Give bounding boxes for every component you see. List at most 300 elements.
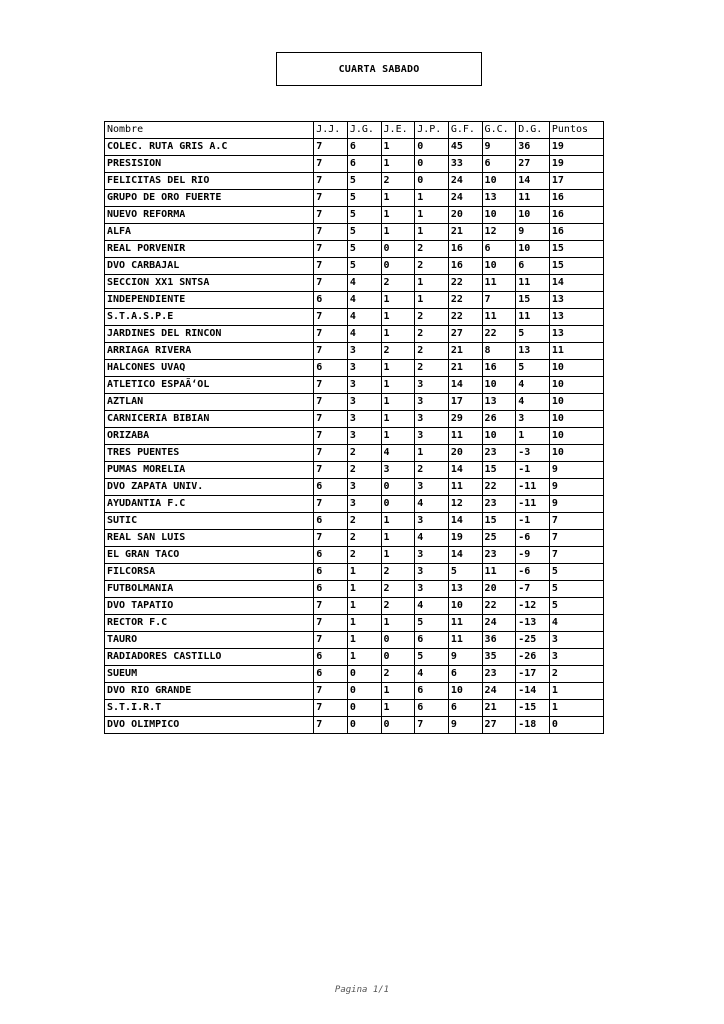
stat-cell: 5 xyxy=(347,190,381,207)
stat-cell: 10 xyxy=(549,411,603,428)
stat-cell: 7 xyxy=(549,530,603,547)
table-row xyxy=(105,445,604,462)
stat-cell: 16 xyxy=(448,241,482,258)
stat-cell: 10 xyxy=(549,377,603,394)
stat-cell: 13 xyxy=(482,394,516,411)
stat-cell: 9 xyxy=(448,717,482,734)
table-row xyxy=(105,598,604,615)
standings-table xyxy=(104,121,604,734)
stat-cell: 1 xyxy=(381,309,415,326)
stat-cell: 1 xyxy=(381,615,415,632)
stat-cell: 7 xyxy=(314,411,348,428)
stat-cell: 10 xyxy=(482,173,516,190)
table-row xyxy=(105,241,604,258)
stat-cell: 2 xyxy=(381,666,415,683)
stat-cell: 10 xyxy=(516,207,550,224)
table-row xyxy=(105,530,604,547)
team-name-cell: PUMAS MORELIA xyxy=(105,462,314,479)
stat-cell: 7 xyxy=(314,615,348,632)
stat-cell: 22 xyxy=(448,309,482,326)
stat-cell: 4 xyxy=(415,530,449,547)
stat-cell: 22 xyxy=(448,275,482,292)
stat-cell: 1 xyxy=(347,615,381,632)
stat-cell: 1 xyxy=(347,632,381,649)
stat-cell: 27 xyxy=(516,156,550,173)
stat-cell: 24 xyxy=(448,173,482,190)
stat-cell: 3 xyxy=(415,547,449,564)
stat-cell: 16 xyxy=(482,360,516,377)
stat-cell: 5 xyxy=(516,360,550,377)
stat-cell: 2 xyxy=(347,513,381,530)
stat-cell: 1 xyxy=(381,530,415,547)
stat-cell: 7 xyxy=(314,139,348,156)
stat-cell: 3 xyxy=(347,343,381,360)
stat-cell: -1 xyxy=(516,462,550,479)
team-name-cell: SUEUM xyxy=(105,666,314,683)
team-name-cell: DVO RIO GRANDE xyxy=(105,683,314,700)
stat-cell: 2 xyxy=(347,547,381,564)
stat-cell: 20 xyxy=(448,445,482,462)
stat-cell: 6 xyxy=(314,360,348,377)
stat-cell: 7 xyxy=(314,445,348,462)
stat-cell: 23 xyxy=(482,666,516,683)
stat-cell: 15 xyxy=(549,258,603,275)
stat-cell: 6 xyxy=(448,666,482,683)
stat-cell: 6 xyxy=(415,700,449,717)
stat-cell: 1 xyxy=(381,683,415,700)
table-row xyxy=(105,190,604,207)
team-name-cell: INDEPENDIENTE xyxy=(105,292,314,309)
team-name-cell: SECCION XX1 SNTSA xyxy=(105,275,314,292)
stat-cell: 6 xyxy=(314,547,348,564)
team-name-cell: AYUDANTIA F.C xyxy=(105,496,314,513)
stat-cell: 5 xyxy=(347,241,381,258)
stat-cell: 3 xyxy=(415,564,449,581)
stat-cell: 3 xyxy=(347,411,381,428)
stat-cell: 7 xyxy=(314,462,348,479)
stat-cell: 6 xyxy=(448,700,482,717)
stat-cell: 1 xyxy=(381,547,415,564)
stat-cell: 21 xyxy=(448,343,482,360)
stat-cell: 13 xyxy=(549,309,603,326)
team-name-cell: TAURO xyxy=(105,632,314,649)
team-name-cell: PRESISION xyxy=(105,156,314,173)
page-number: Pagina 1/1 xyxy=(334,985,390,995)
stat-cell: 24 xyxy=(448,190,482,207)
table-row xyxy=(105,649,604,666)
stat-cell: 1 xyxy=(347,598,381,615)
stat-cell: 7 xyxy=(314,496,348,513)
stat-cell: 1 xyxy=(381,428,415,445)
stat-cell: 24 xyxy=(482,615,516,632)
stat-cell: 7 xyxy=(314,632,348,649)
stat-cell: 3 xyxy=(347,377,381,394)
stat-cell: 22 xyxy=(482,479,516,496)
table-row xyxy=(105,462,604,479)
stat-cell: -1 xyxy=(516,513,550,530)
stat-cell: 3 xyxy=(415,581,449,598)
stat-cell: 16 xyxy=(448,258,482,275)
stat-cell: 8 xyxy=(482,343,516,360)
stat-cell: 19 xyxy=(549,139,603,156)
stat-cell: 1 xyxy=(415,445,449,462)
stat-cell: 2 xyxy=(549,666,603,683)
stat-cell: 7 xyxy=(314,224,348,241)
stat-cell: 7 xyxy=(314,207,348,224)
stat-cell: 0 xyxy=(381,496,415,513)
stat-cell: 3 xyxy=(347,360,381,377)
stat-cell: 10 xyxy=(448,683,482,700)
stat-cell: 13 xyxy=(549,326,603,343)
stat-cell: 45 xyxy=(448,139,482,156)
stat-cell: 6 xyxy=(314,666,348,683)
stat-cell: 24 xyxy=(482,683,516,700)
stat-cell: 6 xyxy=(314,564,348,581)
stat-cell: 7 xyxy=(314,343,348,360)
stat-cell: 11 xyxy=(482,309,516,326)
table-row xyxy=(105,700,604,717)
stat-cell: -13 xyxy=(516,615,550,632)
stat-cell: 5 xyxy=(347,224,381,241)
stat-cell: 7 xyxy=(415,717,449,734)
page-title xyxy=(276,52,482,86)
team-name-cell: TRES PUENTES xyxy=(105,445,314,462)
stat-cell: 5 xyxy=(415,649,449,666)
table-row xyxy=(105,139,604,156)
team-name-cell: CARNICERIA BIBIAN xyxy=(105,411,314,428)
table-row xyxy=(105,275,604,292)
stat-cell: 1 xyxy=(381,326,415,343)
stat-cell: 5 xyxy=(347,258,381,275)
stat-cell: 19 xyxy=(448,530,482,547)
stat-cell: 2 xyxy=(415,258,449,275)
column-header: G.F. xyxy=(448,122,482,139)
stat-cell: 6 xyxy=(314,649,348,666)
column-header: J.P. xyxy=(415,122,449,139)
stat-cell: 0 xyxy=(347,666,381,683)
stat-cell: 5 xyxy=(347,207,381,224)
stat-cell: 2 xyxy=(415,241,449,258)
stat-cell: 7 xyxy=(549,513,603,530)
stat-cell: 6 xyxy=(314,479,348,496)
team-name-cell: RADIADORES CASTILLO xyxy=(105,649,314,666)
stat-cell: 13 xyxy=(516,343,550,360)
stat-cell: 2 xyxy=(415,462,449,479)
table-row xyxy=(105,224,604,241)
stat-cell: 9 xyxy=(549,479,603,496)
stat-cell: 3 xyxy=(347,394,381,411)
stat-cell: 7 xyxy=(314,428,348,445)
stat-cell: 5 xyxy=(549,598,603,615)
stat-cell: 0 xyxy=(381,258,415,275)
stat-cell: 27 xyxy=(448,326,482,343)
stat-cell: 2 xyxy=(347,462,381,479)
stat-cell: 6 xyxy=(415,683,449,700)
table-row xyxy=(105,564,604,581)
team-name-cell: ALFA xyxy=(105,224,314,241)
stat-cell: 6 xyxy=(415,632,449,649)
stat-cell: 11 xyxy=(549,343,603,360)
stat-cell: 7 xyxy=(314,275,348,292)
stat-cell: 15 xyxy=(482,462,516,479)
stat-cell: 11 xyxy=(482,564,516,581)
stat-cell: 6 xyxy=(314,513,348,530)
stat-cell: 11 xyxy=(448,632,482,649)
stat-cell: 0 xyxy=(381,649,415,666)
stat-cell: 11 xyxy=(482,275,516,292)
table-row xyxy=(105,666,604,683)
stat-cell: 3 xyxy=(516,411,550,428)
stat-cell: 7 xyxy=(314,258,348,275)
stat-cell: 1 xyxy=(381,207,415,224)
stat-cell: 1 xyxy=(415,224,449,241)
team-name-cell: ORIZABA xyxy=(105,428,314,445)
stat-cell: 7 xyxy=(314,530,348,547)
stat-cell: 20 xyxy=(448,207,482,224)
team-name-cell: EL GRAN TACO xyxy=(105,547,314,564)
stat-cell: 0 xyxy=(415,139,449,156)
stat-cell: 15 xyxy=(549,241,603,258)
stat-cell: 7 xyxy=(314,156,348,173)
stat-cell: 7 xyxy=(314,598,348,615)
stat-cell: 4 xyxy=(347,292,381,309)
stat-cell: -26 xyxy=(516,649,550,666)
stat-cell: 12 xyxy=(482,224,516,241)
stat-cell: 2 xyxy=(415,343,449,360)
stat-cell: 7 xyxy=(314,190,348,207)
table-header-row xyxy=(105,122,604,139)
stat-cell: 1 xyxy=(381,700,415,717)
table-row xyxy=(105,360,604,377)
stat-cell: 1 xyxy=(549,683,603,700)
stat-cell: 1 xyxy=(415,292,449,309)
stat-cell: 9 xyxy=(482,139,516,156)
stat-cell: 3 xyxy=(347,479,381,496)
team-name-cell: S.T.I.R.T xyxy=(105,700,314,717)
team-name-cell: COLEC. RUTA GRIS A.C xyxy=(105,139,314,156)
team-name-cell: JARDINES DEL RINCON xyxy=(105,326,314,343)
stat-cell: 3 xyxy=(381,462,415,479)
stat-cell: 7 xyxy=(549,547,603,564)
column-header: Puntos xyxy=(549,122,603,139)
stat-cell: 14 xyxy=(448,513,482,530)
stat-cell: 16 xyxy=(549,224,603,241)
stat-cell: 7 xyxy=(482,292,516,309)
stat-cell: 7 xyxy=(314,683,348,700)
team-name-cell: ATLETICO ESPAÃ‘OL xyxy=(105,377,314,394)
stat-cell: 13 xyxy=(482,190,516,207)
stat-cell: 10 xyxy=(482,207,516,224)
stat-cell: 1 xyxy=(381,513,415,530)
team-name-cell: DVO ZAPATA UNIV. xyxy=(105,479,314,496)
stat-cell: 22 xyxy=(482,598,516,615)
stat-cell: 1 xyxy=(381,292,415,309)
stat-cell: 27 xyxy=(482,717,516,734)
stat-cell: 1 xyxy=(381,411,415,428)
stat-cell: 4 xyxy=(516,377,550,394)
table-row xyxy=(105,377,604,394)
stat-cell: 1 xyxy=(549,700,603,717)
table-row xyxy=(105,156,604,173)
page-footer xyxy=(0,985,724,995)
stat-cell: 7 xyxy=(314,173,348,190)
stat-cell: 11 xyxy=(448,428,482,445)
stat-cell: 1 xyxy=(381,394,415,411)
table-row xyxy=(105,513,604,530)
column-header: G.C. xyxy=(482,122,516,139)
stat-cell: 2 xyxy=(381,173,415,190)
stat-cell: -12 xyxy=(516,598,550,615)
stat-cell: -6 xyxy=(516,564,550,581)
stat-cell: 3 xyxy=(549,632,603,649)
column-header: J.J. xyxy=(314,122,348,139)
stat-cell: 10 xyxy=(549,360,603,377)
stat-cell: 21 xyxy=(482,700,516,717)
team-name-cell: NUEVO REFORMA xyxy=(105,207,314,224)
stat-cell: 11 xyxy=(448,615,482,632)
stat-cell: 2 xyxy=(347,530,381,547)
stat-cell: 11 xyxy=(516,309,550,326)
stat-cell: 19 xyxy=(549,156,603,173)
stat-cell: 10 xyxy=(482,258,516,275)
stat-cell: -25 xyxy=(516,632,550,649)
stat-cell: 14 xyxy=(516,173,550,190)
stat-cell: 9 xyxy=(516,224,550,241)
column-header: J.G. xyxy=(347,122,381,139)
stat-cell: 4 xyxy=(516,394,550,411)
stat-cell: 15 xyxy=(516,292,550,309)
stat-cell: 2 xyxy=(415,309,449,326)
table-row xyxy=(105,547,604,564)
team-name-cell: REAL SAN LUIS xyxy=(105,530,314,547)
stat-cell: 2 xyxy=(381,564,415,581)
stat-cell: 10 xyxy=(482,377,516,394)
table-row xyxy=(105,343,604,360)
stat-cell: 3 xyxy=(415,377,449,394)
stat-cell: 4 xyxy=(415,496,449,513)
team-name-cell: SUTIC xyxy=(105,513,314,530)
stat-cell: 29 xyxy=(448,411,482,428)
stat-cell: 35 xyxy=(482,649,516,666)
stat-cell: 2 xyxy=(415,360,449,377)
stat-cell: -15 xyxy=(516,700,550,717)
stat-cell: 6 xyxy=(482,241,516,258)
team-name-cell: S.T.A.S.P.E xyxy=(105,309,314,326)
stat-cell: 0 xyxy=(415,156,449,173)
stat-cell: 6 xyxy=(314,581,348,598)
stat-cell: 10 xyxy=(549,428,603,445)
stat-cell: 0 xyxy=(347,717,381,734)
stat-cell: 12 xyxy=(448,496,482,513)
stat-cell: 4 xyxy=(381,445,415,462)
stat-cell: 0 xyxy=(381,632,415,649)
stat-cell: 6 xyxy=(482,156,516,173)
stat-cell: 3 xyxy=(415,428,449,445)
stat-cell: 2 xyxy=(381,581,415,598)
stat-cell: 33 xyxy=(448,156,482,173)
stat-cell: 11 xyxy=(516,275,550,292)
stat-cell: 22 xyxy=(482,326,516,343)
stat-cell: 9 xyxy=(549,462,603,479)
stat-cell: 14 xyxy=(549,275,603,292)
stat-cell: 1 xyxy=(381,190,415,207)
stat-cell: 3 xyxy=(549,649,603,666)
table-row xyxy=(105,428,604,445)
team-name-cell: ARRIAGA RIVERA xyxy=(105,343,314,360)
stat-cell: 6 xyxy=(516,258,550,275)
stat-cell: 4 xyxy=(347,326,381,343)
stat-cell: 1 xyxy=(381,377,415,394)
stat-cell: 1 xyxy=(347,564,381,581)
table-row xyxy=(105,411,604,428)
stat-cell: 3 xyxy=(415,411,449,428)
table-row xyxy=(105,394,604,411)
stat-cell: 1 xyxy=(516,428,550,445)
stat-cell: 1 xyxy=(415,275,449,292)
table-row xyxy=(105,292,604,309)
stat-cell: 23 xyxy=(482,547,516,564)
stat-cell: 3 xyxy=(347,428,381,445)
stat-cell: -9 xyxy=(516,547,550,564)
table-row xyxy=(105,258,604,275)
table-row xyxy=(105,632,604,649)
stat-cell: 10 xyxy=(516,241,550,258)
stat-cell: 3 xyxy=(415,479,449,496)
stat-cell: -11 xyxy=(516,479,550,496)
table-row xyxy=(105,326,604,343)
stat-cell: 11 xyxy=(516,190,550,207)
stat-cell: 9 xyxy=(549,496,603,513)
stat-cell: 6 xyxy=(314,292,348,309)
stat-cell: 5 xyxy=(549,564,603,581)
stat-cell: 2 xyxy=(347,445,381,462)
stat-cell: 7 xyxy=(314,309,348,326)
stat-cell: 1 xyxy=(381,224,415,241)
stat-cell: 13 xyxy=(549,292,603,309)
stat-cell: 9 xyxy=(448,649,482,666)
stat-cell: 14 xyxy=(448,547,482,564)
stat-cell: -18 xyxy=(516,717,550,734)
stat-cell: 10 xyxy=(482,428,516,445)
team-name-cell: FUTBOLMANIA xyxy=(105,581,314,598)
stat-cell: 16 xyxy=(549,207,603,224)
stat-cell: 7 xyxy=(314,700,348,717)
stat-cell: 1 xyxy=(381,139,415,156)
stat-cell: 7 xyxy=(314,394,348,411)
table-row xyxy=(105,496,604,513)
stat-cell: 2 xyxy=(381,598,415,615)
stat-cell: 1 xyxy=(415,190,449,207)
stat-cell: 16 xyxy=(549,190,603,207)
stat-cell: 6 xyxy=(347,156,381,173)
team-name-cell: AZTLAN xyxy=(105,394,314,411)
stat-cell: 4 xyxy=(347,275,381,292)
stat-cell: -14 xyxy=(516,683,550,700)
stat-cell: -3 xyxy=(516,445,550,462)
stat-cell: 1 xyxy=(381,156,415,173)
stat-cell: 7 xyxy=(314,377,348,394)
stat-cell: 21 xyxy=(448,360,482,377)
stat-cell: 5 xyxy=(516,326,550,343)
stat-cell: 2 xyxy=(415,326,449,343)
stat-cell: 5 xyxy=(549,581,603,598)
stat-cell: 0 xyxy=(381,717,415,734)
stat-cell: 14 xyxy=(448,462,482,479)
column-header: D.G. xyxy=(516,122,550,139)
team-name-cell: DVO OLIMPICO xyxy=(105,717,314,734)
stat-cell: 21 xyxy=(448,224,482,241)
stat-cell: 1 xyxy=(347,649,381,666)
